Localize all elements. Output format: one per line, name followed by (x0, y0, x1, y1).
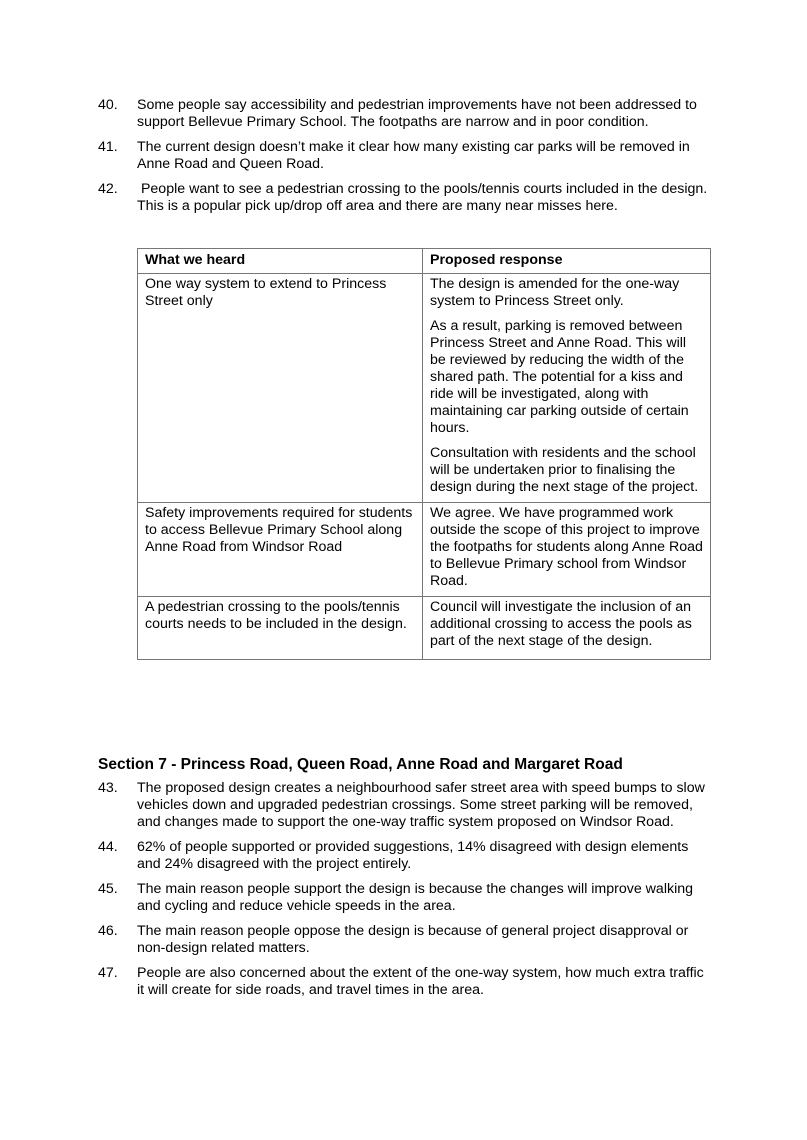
header-what-we-heard: What we heard (138, 249, 423, 274)
table-row (138, 597, 711, 660)
list-item (0, 923, 807, 957)
response-paragraph: The design is amended for the one-way system to Princess Street only. (430, 276, 680, 309)
list-item (0, 881, 807, 915)
item-text: The main reason people oppose the design is because of general project disapproval or non-design related matters. (137, 923, 689, 956)
response-paragraph: Consultation with residents and the school will be undertaken prior to finalising the design during the next stage of the project. (430, 445, 699, 495)
heard-cell: One way system to extend to Princess Street only (138, 274, 423, 503)
response-paragraph: Council will investigate the inclusion of an additional crossing to access the pools as part of the next stage of the design. (430, 599, 692, 649)
item-text: 62% of people supported or provided suggestions, 14% disagreed with design elements and 24% disagreed with the project entirely. (137, 839, 689, 872)
feedback-table (137, 248, 711, 660)
heard-cell: Safety improvements required for students to access Bellevue Primary School along Anne Road from Windsor Road (138, 503, 423, 597)
table-row (138, 503, 711, 597)
item-number: 40. (98, 97, 118, 113)
item-text: The proposed design creates a neighbourhood safer street area with speed bumps to slow vehicles down and upgraded pedestrian crossings. Some street parking will be removed, and changes made to support the one-way traffic system proposed on Windsor Road. (137, 780, 705, 830)
item-number: 45. (98, 881, 118, 897)
table-row (138, 274, 711, 503)
list-item (0, 181, 807, 215)
item-number: 47. (98, 965, 118, 981)
item-number: 41. (98, 139, 118, 155)
item-text: People are also concerned about the extent of the one-way system, how much extra traffic it will create for side roads, and travel times in the area. (137, 965, 704, 998)
response-cell (423, 274, 711, 503)
item-number: 43. (98, 780, 118, 796)
list-item (0, 965, 807, 999)
item-text: People want to see a pedestrian crossing to the pools/tennis courts included in the design. This is a popular pick up/drop off area and there are many near misses here. (137, 181, 711, 214)
heard-cell: A pedestrian crossing to the pools/tennis courts needs to be included in the design. (138, 597, 423, 660)
section-heading: Section 7 - Princess Road, Queen Road, Anne Road and Margaret Road (98, 756, 623, 773)
item-number: 42. (98, 181, 118, 197)
bottom-numbered-list (0, 780, 807, 1007)
item-number: 44. (98, 839, 118, 855)
header-proposed-response: Proposed response (423, 249, 711, 274)
item-text: Some people say accessibility and pedestrian improvements have not been addressed to support Bellevue Primary School. The footpaths are narrow and in poor condition. (137, 97, 697, 130)
item-text: The current design doesn’t make it clear how many existing car parks will be removed in Anne Road and Queen Road. (137, 139, 690, 172)
response-cell (423, 503, 711, 597)
response-paragraph: We agree. We have programmed work outside the scope of this project to improve the footpaths for students along Anne Road to Bellevue Primary school from Windsor Road. (430, 505, 703, 589)
list-item (0, 97, 807, 131)
response-paragraph: As a result, parking is removed between Princess Street and Anne Road. This will be reviewed by reducing the width of the shared path. The potential for a kiss and ride will be investigated, along with maintaining car parking outside of certain hours. (430, 318, 689, 436)
table-header-row (138, 249, 711, 274)
list-item (0, 139, 807, 173)
list-item (0, 839, 807, 873)
list-item (0, 780, 807, 831)
response-cell (423, 597, 711, 660)
item-number: 46. (98, 923, 118, 939)
top-numbered-list (0, 97, 807, 223)
item-text: The main reason people support the design is because the changes will improve walking and cycling and reduce vehicle speeds in the area. (137, 881, 694, 914)
